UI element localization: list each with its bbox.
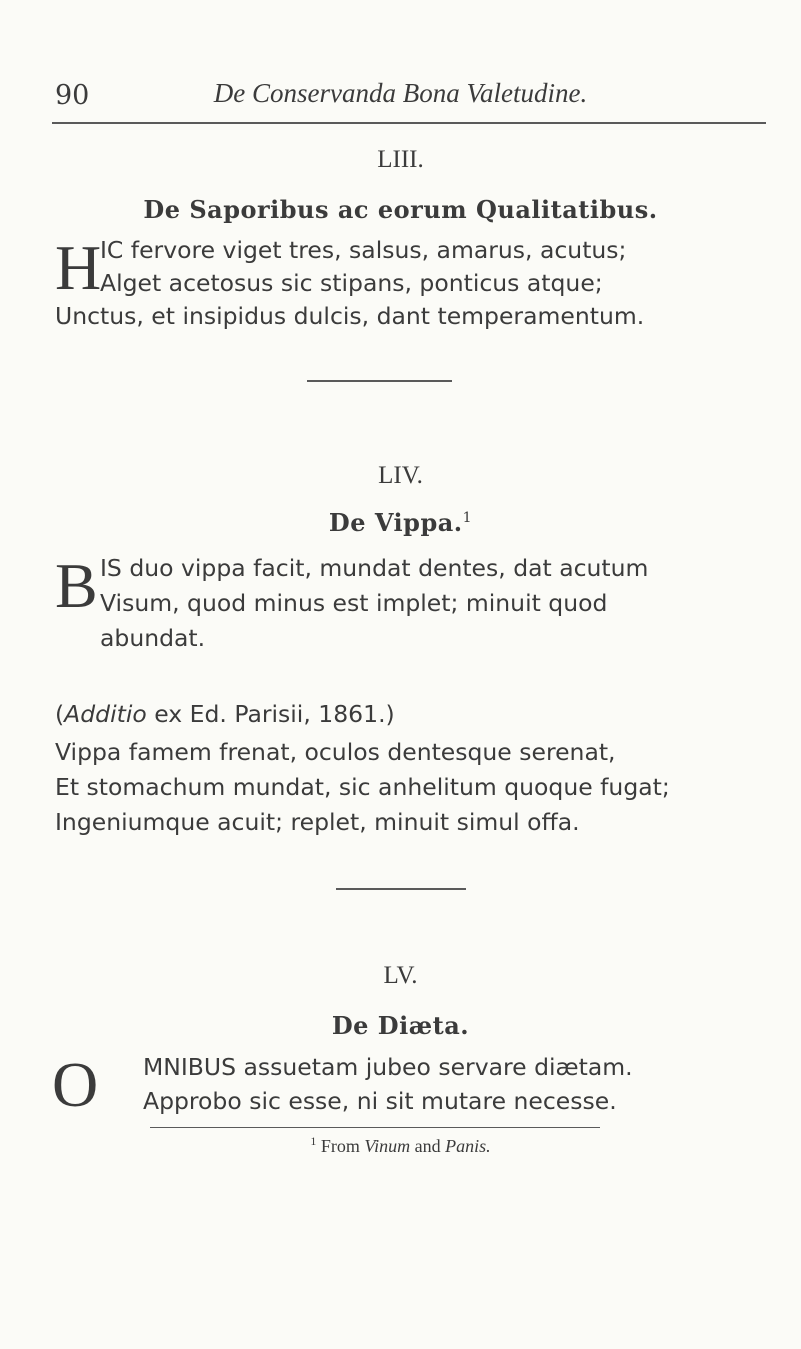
section-54-footnote-marker: 1 (462, 510, 473, 526)
section-54-heading-wrap (0, 508, 801, 537)
section-54-numeral: LIV. (378, 462, 423, 489)
addition-note (55, 700, 395, 728)
section-53-line-2: Alget acetosus sic stipans, ponticus atque; (100, 269, 603, 297)
addition-line-1: Vippa famem frenat, oculos dentesque serenat, (55, 738, 616, 766)
running-title: De Conservanda Bona Valetudine. (213, 78, 588, 108)
footnote-word-1: Vinum (364, 1136, 411, 1156)
addition-line-3: Ingeniumque acuit; replet, minuit simul offa. (55, 808, 580, 836)
header-rule (52, 122, 766, 124)
section-54-line-2: Visum, quod minus est implet; minuit quod (100, 589, 608, 617)
footnote-marker: 1 (310, 1134, 317, 1148)
section-55-numeral: LV. (383, 962, 418, 989)
page-number: 90 (55, 80, 90, 111)
section-53-line-3: Unctus, et insipidus dulcis, dant temperamentum. (55, 302, 645, 330)
section-55-heading: De Diæta. (331, 1011, 470, 1040)
footnote-text-middle: and (410, 1136, 446, 1156)
footnote-text-before: From (320, 1136, 365, 1156)
addition-line-2: Et stomachum mundat, sic anhelitum quoque fugat; (55, 773, 670, 801)
section-divider (307, 380, 452, 382)
section-55-line-2: Approbo sic esse, ni sit mutare necesse. (143, 1087, 617, 1115)
section-54-heading: De Vippa. (328, 508, 463, 537)
section-divider (336, 888, 466, 890)
section-53-heading: De Saporibus ac eorum Qualitatibus. (143, 195, 658, 224)
footnote (0, 1134, 801, 1157)
section-54-line-3: abundat. (100, 624, 206, 652)
footnote-rule (150, 1127, 600, 1128)
section-53-line-1: IC fervore viget tres, salsus, amarus, acutus; (100, 236, 627, 264)
section-54-drop-initial: B (55, 550, 98, 621)
addition-open-paren: ( (55, 700, 65, 728)
addition-title: Additio (64, 700, 147, 728)
section-54-line-1: IS duo vippa facit, mundat dentes, dat acutum (100, 554, 649, 582)
section-55-drop-initial: O (52, 1049, 99, 1120)
addition-source: ex Ed. Parisii, 1861.) (146, 700, 395, 728)
section-53-drop-initial: H (55, 232, 102, 303)
section-53-numeral: LIII. (377, 146, 424, 173)
footnote-word-2: Panis. (445, 1136, 491, 1156)
section-55-line-1: MNIBUS assuetam jubeo servare diætam. (143, 1053, 633, 1081)
